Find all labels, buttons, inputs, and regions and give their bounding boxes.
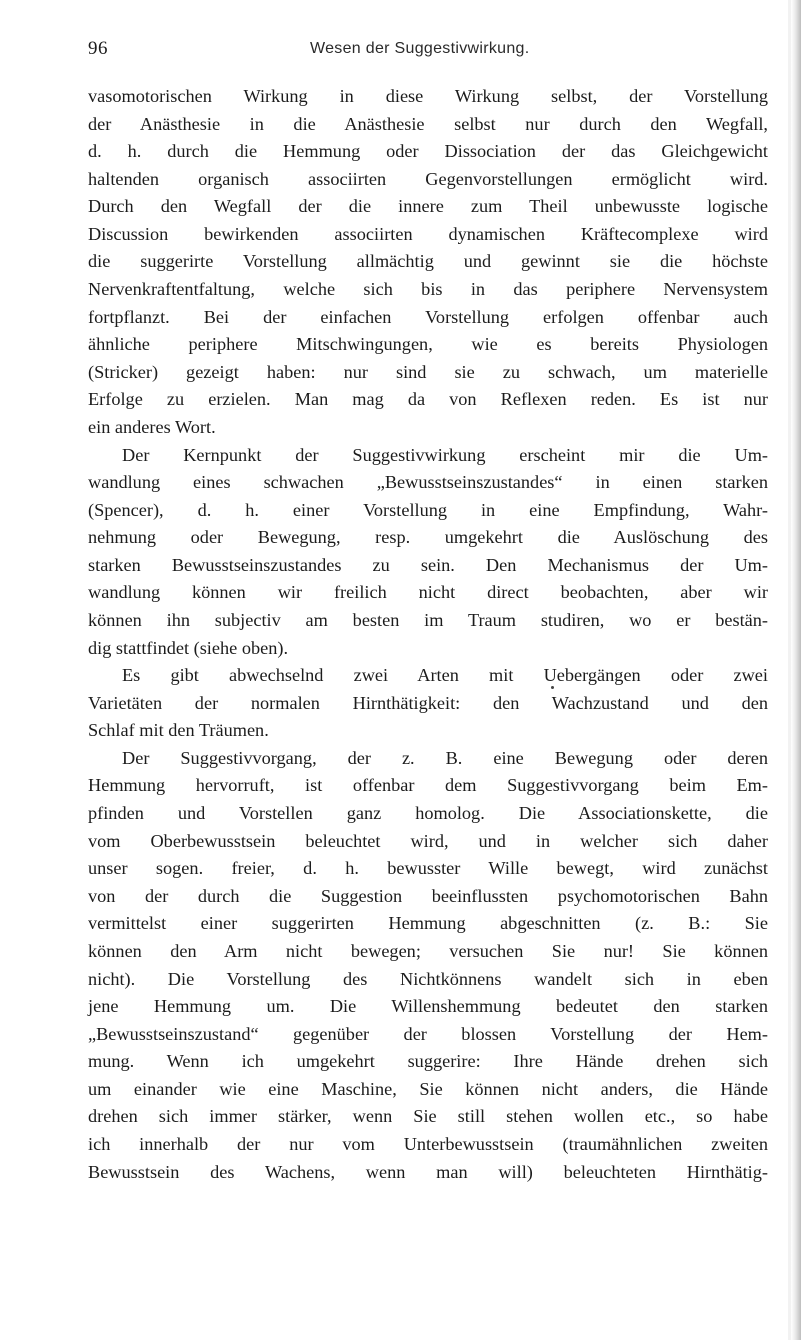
text-line: Nervenkraftentfaltung, welche sich bis in das periphere Nervensystem [88,279,768,300]
text-line: Erfolge zu erzielen. Man mag da von Reflexen reden. Es ist nur [88,389,768,410]
text-line: vasomotorischen Wirkung in diese Wirkung selbst, der Vorstellung [88,86,768,106]
text-line: fortpflanzt. Bei der einfachen Vorstellung erfolgen offenbar auch [88,306,768,327]
text-line: nehmung oder Bewegung, resp. umgekehrt die Auslöschung des [88,527,768,548]
paragraph [88,662,768,745]
text-line: ich innerhalb der nur vom Unterbewusstsein (traumähnlichen zweiten [88,1133,768,1154]
text-line: ähnliche periphere Mitschwingungen, wie es bereits Physiologen [88,334,768,355]
text-line: Es gibt abwechselnd zwei Arten mit Uebergängen oder zwei [122,665,768,686]
text-line: von der durch die Suggestion beeinflussten psychomotorischen Bahn [88,885,768,906]
text-line: wandlung können wir freilich nicht direct beobachten, aber wir [88,582,768,603]
text-line: nicht). Die Vorstellung des Nichtkönnens wandelt sich in eben [88,968,768,989]
text-line: Schlaf mit den Träumen. [88,720,269,741]
text-line: ein anderes Wort. [88,416,216,437]
text-line: d. h. durch die Hemmung oder Dissociation der das Gleichgewicht [88,141,768,162]
text-line: Durch den Wegfall der die innere zum Theil unbewusste logische [88,196,768,217]
body-text [88,83,768,1186]
paragraph [88,745,768,1186]
text-line: Hemmung hervorruft, ist offenbar dem Suggestivvorgang beim Em- [88,775,768,796]
text-line: um einander wie eine Maschine, Sie können nicht anders, die Hände [88,1078,768,1099]
text-line: dig stattfindet (siehe oben). [88,637,289,658]
text-line: jene Hemmung um. Die Willenshemmung bedeutet den starken [88,996,768,1017]
page-header [88,38,768,68]
print-speck [551,686,554,689]
page-edge-shadow [791,0,801,1340]
text-line: die suggerirte Vorstellung allmächtig und gewinnt sie die höchste [88,251,768,272]
text-line: der Anästhesie in die Anästhesie selbst nur durch den Wegfall, [88,113,768,134]
text-line: starken Bewusstseinszustandes zu sein. Den Mechanismus der Um- [88,554,768,575]
text-line: vom Oberbewusstsein beleuchtet wird, und in welcher sich daher [88,830,768,851]
text-line: können den Arm nicht bewegen; versuchen Sie nur! Sie können [88,940,768,961]
text-line: Varietäten der normalen Hirnthätigkeit: den Wachzustand und den [88,692,768,713]
text-line: haltenden organisch associirten Gegenvorstellungen ermöglicht wird. [88,168,768,189]
text-line: Der Suggestivvorgang, der z. B. eine Bewegung oder deren [122,747,768,768]
text-line: Discussion bewirkenden associirten dynamischen Kräftecomplexe wird [88,223,768,244]
text-line: Der Kernpunkt der Suggestivwirkung erscheint mir die Um- [122,444,768,465]
running-title: Wesen der Suggestivwirkung. [310,40,530,57]
text-line: unser sogen. freier, d. h. bewusster Wille bewegt, wird zunächst [88,858,768,879]
page-number: 96 [88,38,108,59]
text-line: können ihn subjectiv am besten im Traum studiren, wo er bestän- [88,609,768,630]
text-line: wandlung eines schwachen „Bewusstseinszustandes“ in einen starken [88,472,768,493]
text-line: vermittelst einer suggerirten Hemmung abgeschnitten (z. B.: Sie [88,913,768,934]
paragraph [88,83,768,442]
text-line: drehen sich immer stärker, wenn Sie still stehen wollen etc., so habe [88,1106,768,1127]
text-line: „Bewusstseinszustand“ gegenüber der blossen Vorstellung der Hem- [88,1023,768,1044]
paragraph [88,442,768,663]
text-line: (Spencer), d. h. einer Vorstellung in eine Empfindung, Wahr- [88,499,768,520]
text-line: pfinden und Vorstellen ganz homolog. Die Associationskette, die [88,803,768,824]
text-line: mung. Wenn ich umgekehrt suggerire: Ihre Hände drehen sich [88,1051,768,1072]
text-line: (Stricker) gezeigt haben: nur sind sie zu schwach, um materielle [88,361,768,382]
text-line: Bewusstsein des Wachens, wenn man will) beleuchteten Hirnthätig- [88,1161,768,1182]
